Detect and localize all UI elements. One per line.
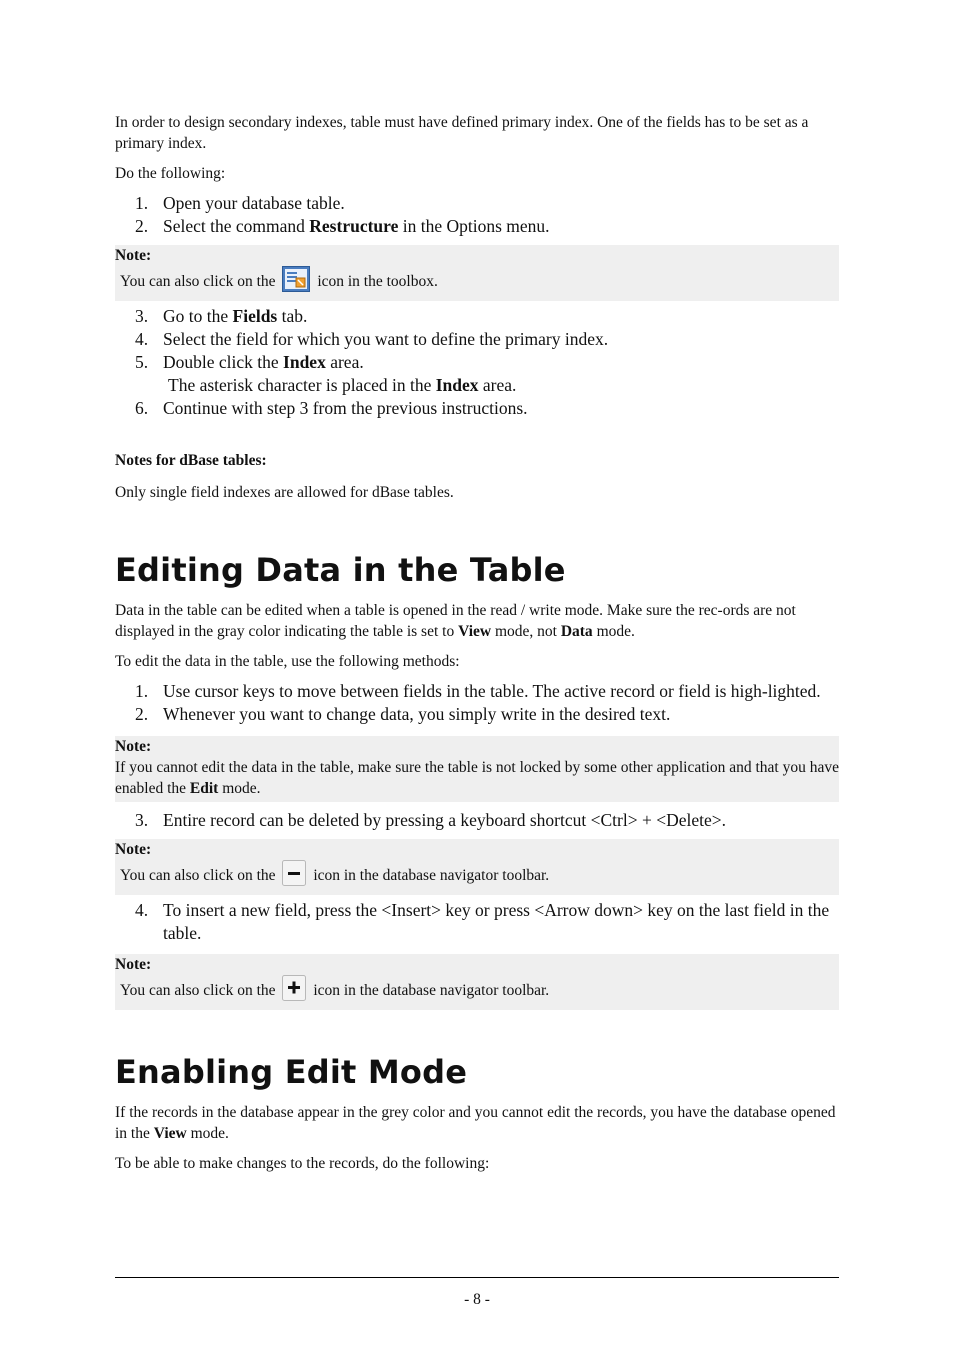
page-number: - 8 -	[464, 1291, 490, 1308]
dbase-notes-title: Notes for dBase tables:	[115, 452, 267, 469]
dbase-notes-text: Only single field indexes are allowed for dBase tables.	[115, 484, 454, 501]
restructure-icon	[282, 266, 310, 298]
steps-list-b	[115, 305, 839, 420]
editing-steps-list-cont2	[115, 899, 839, 945]
list-item-subnote: The asterisk character is placed in the Index area.	[168, 375, 517, 395]
list-item: 3. Go to the Fields tab.	[135, 306, 308, 326]
note-title: Note:	[115, 841, 152, 858]
list-item: 4. Select the field for which you want to define the primary index.	[135, 329, 609, 349]
note-body: If you cannot edit the data in the table, make sure the table is not locked by some other application and that you have enabled the Edit mode.	[115, 759, 839, 797]
note-box	[115, 839, 839, 895]
list-item: 4. To insert a new field, press the <Insert> key or press <Arrow down> key on the last field in the table.	[135, 900, 830, 943]
editing-steps-list-cont	[115, 809, 839, 832]
footer-divider	[115, 1277, 839, 1278]
intro-instruction: Do the following:	[115, 165, 226, 182]
document-page	[115, 112, 839, 1183]
plus-icon	[282, 975, 306, 1007]
list-item: 5. Double click the Index area. The asterisk character is placed in the Index area.	[115, 351, 839, 397]
note-title: Note:	[115, 738, 152, 755]
note-body: You can also click on the icon in the toolbox.	[115, 266, 839, 298]
note-title: Note:	[115, 247, 152, 264]
editing-steps-list	[115, 680, 839, 726]
list-item: 2. Select the command Restructure in the Options menu.	[135, 216, 550, 236]
list-item: 1. Open your database table.	[135, 193, 345, 213]
enabling-intro-paragraph: If the records in the database appear in the grey color and you cannot edit the records, you have the database opened in the View mode.	[115, 1104, 836, 1142]
editing-intro-paragraph: Data in the table can be edited when a table is opened in the read / write mode. Make sure the rec-ords are not displayed in the gray color indicating the table is set to View mode, not Data mode.	[115, 602, 796, 640]
note-body: You can also click on the icon in the database navigator toolbar.	[115, 860, 839, 892]
minus-icon	[282, 860, 306, 892]
editing-methods-intro: To edit the data in the table, use the following methods:	[115, 653, 460, 670]
steps-list-a	[115, 192, 839, 238]
section-heading-editing-data: Editing Data in the Table	[115, 551, 566, 589]
list-item: 3. Entire record can be deleted by pressing a keyboard shortcut <Ctrl> + <Delete>.	[135, 810, 726, 830]
intro-paragraph: In order to design secondary indexes, table must have defined primary index. One of the fields has to be set as a primary index.	[115, 114, 809, 152]
list-item: 6. Continue with step 3 from the previous instructions.	[135, 398, 528, 418]
list-item: 2. Whenever you want to change data, you simply write in the desired text.	[135, 704, 671, 724]
enabling-instruction: To be able to make changes to the records, do the following:	[115, 1155, 490, 1172]
note-box	[115, 736, 839, 802]
note-body: You can also click on the icon in the database navigator toolbar.	[115, 975, 839, 1007]
section-heading-enabling-edit: Enabling Edit Mode	[115, 1053, 468, 1091]
note-box	[115, 245, 839, 301]
note-title: Note:	[115, 956, 152, 973]
list-item: 1. Use cursor keys to move between fields in the table. The active record or field is high-lighted.	[135, 681, 821, 701]
note-box	[115, 954, 839, 1010]
